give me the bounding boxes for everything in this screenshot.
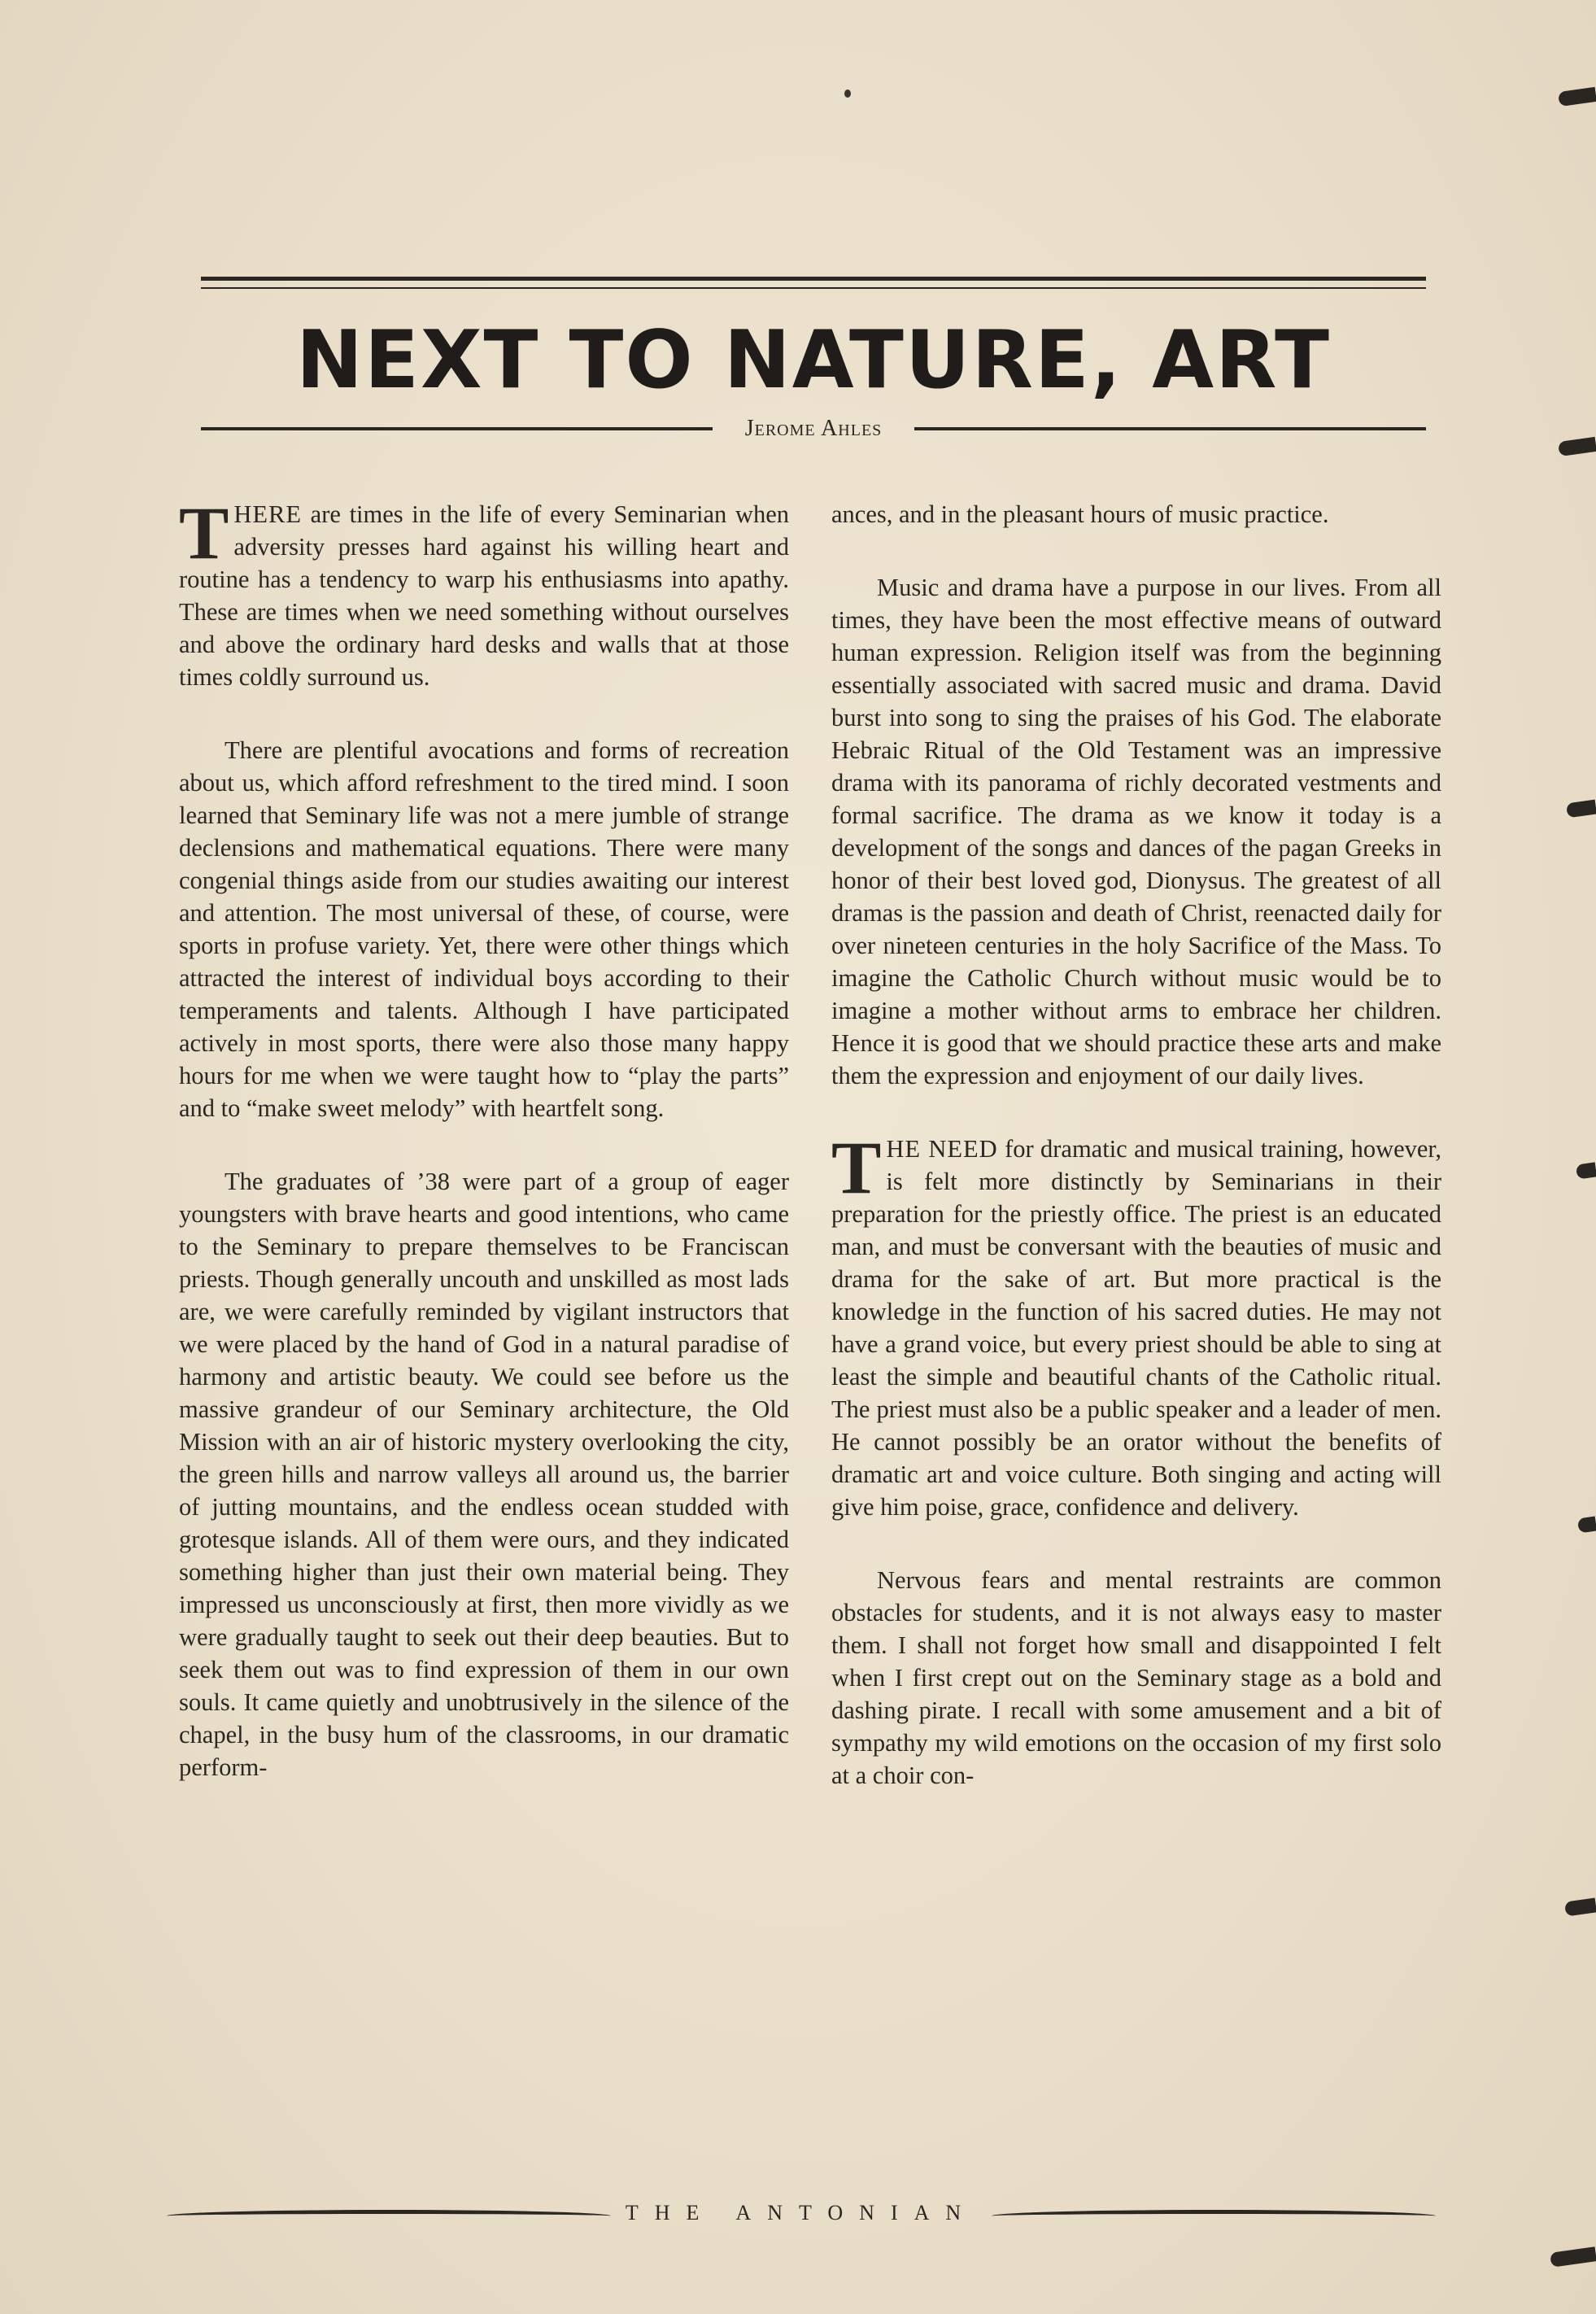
right-column bbox=[831, 498, 1441, 1792]
lead-in-caps: HE NEED bbox=[886, 1135, 998, 1163]
footer-ornament-left bbox=[167, 2210, 611, 2222]
paragraph: ances, and in the pleasant hours of music practice. bbox=[831, 500, 1329, 528]
binder-hole-mark bbox=[1577, 1517, 1596, 1534]
paragraph: Music and drama have a purpose in our lives. From all times, they have been the most effective means of outward human expression. Religion itself was from the beginning essentially associated with sacred music and drama. David burst into song to sing the praises of his God. The elaborate Hebraic Ritual of the Old Testament was an impressive drama with its panorama of richly decorated vestments and formal sacrifice. The drama as we know it today is a development of the songs and dances of the pagan Greeks in honor of their best loved god, Dionysus. The greatest of all dramas is the passion and death of Christ, reenacted daily for over nineteen centuries in the holy Sacrifice of the Mass. To imagine the Catholic Church without music would be to imagine a mother without arms to embrace her children. Hence it is good that we should practice these arts and make them the expression and enjoyment of our daily lives. bbox=[831, 574, 1441, 1089]
drop-cap: T bbox=[831, 1126, 882, 1209]
paragraph-text: are times in the life of every Seminarian when adversity presses hard against his willing heart and routine has a tendency to warp his enthusiasms into apathy. These are times when we need something without ourselves and above the ordinary hard desks and walls that at those times coldly surround us. bbox=[179, 500, 789, 691]
author-byline: Jerome Ahles bbox=[744, 416, 883, 441]
paragraph: The graduates of ’38 were part of a group of eager youngsters with brave hearts and good intentions, who came to the Seminary to prepare themselves to be Franciscan priests. Though generally uncouth and unskilled as most lads are, we were carefully reminded by vigilant instructors that we were placed by the hand of God in a natural paradise of harmony and artistic beauty. We could see before us the massive grandeur of our Seminary architecture, the Old Mission with an air of historic mystery overlooking the city, the green hills and narrow valleys all around us, the barrier of jutting mountains, and the endless ocean studded with grotesque islands. All of them were ours, and they indicated something higher than just their own material being. They impressed us unconsciously at first, then more vividly as we were gradually taught to seek out their deep beauties. But to seek them out was to find expression of them in our own souls. It came quietly and unobtrusively in the silence of the chapel, in the busy hum of the classrooms, in our dramatic perform- bbox=[179, 1168, 789, 1781]
publication-name: THE ANTONIAN bbox=[625, 2201, 978, 2224]
byline-row bbox=[201, 411, 1426, 447]
header-rule-thin bbox=[201, 287, 1426, 289]
byline-rule-right bbox=[914, 427, 1426, 430]
paragraph bbox=[831, 1126, 1441, 1523]
left-column bbox=[179, 491, 789, 1784]
page-footer bbox=[167, 2197, 1436, 2229]
byline-rule-left bbox=[201, 427, 713, 430]
binder-hole-mark bbox=[1576, 1162, 1596, 1179]
article-title: NEXT TO NATURE, ART bbox=[296, 314, 1331, 407]
ink-speck bbox=[844, 90, 851, 98]
footer-ornament-right bbox=[992, 2210, 1436, 2222]
paragraph-text: for dramatic and musical training, however, is felt more distinctly by Seminarians in their preparation for the priestly office. The priest is an educated man, and must be conversant with the beauties of music and drama for the sake of art. But more practical is the knowledge in the function of his sacred duties. He may not have a grand voice, but every priest should be able to sing at least the simple and beautiful chants of the Catholic ritual. The priest must also be a public speaker and a leader of men. He cannot possibly be an orator without the benefits of dramatic art and voice culture. Both singing and acting will give him poise, grace, confidence and delivery. bbox=[831, 1135, 1441, 1521]
paragraph: There are plentiful avocations and forms of recreation about us, which afford refreshment to the tired mind. I soon learned that Seminary life was not a mere jumble of strange declensions and mathematical equations. There were many congenial things aside from our studies awaiting our interest and attention. The most universal of these, of course, were sports in profuse variety. Yet, there were other things which attracted the interest of individual boys according to their temperaments and talents. Although I have participated actively in most sports, there were also those many happy hours for me when we were taught how to “play the parts” and to “make sweet melody” with heartfelt song. bbox=[179, 736, 789, 1122]
drop-cap: T bbox=[179, 491, 229, 574]
paragraph: Nervous fears and mental restraints are common obstacles for students, and it is not always easy to master them. I shall not forget how small and disappointed I felt when I first crept out on the Seminary stage as a bold and dashing pirate. I recall with some amusement and a bit of sympathy my wild emotions on the occasion of my first solo at a choir con- bbox=[831, 1566, 1441, 1789]
header-rule-thick bbox=[201, 277, 1426, 281]
lead-in-caps: HERE bbox=[233, 500, 303, 528]
paragraph bbox=[179, 491, 789, 693]
